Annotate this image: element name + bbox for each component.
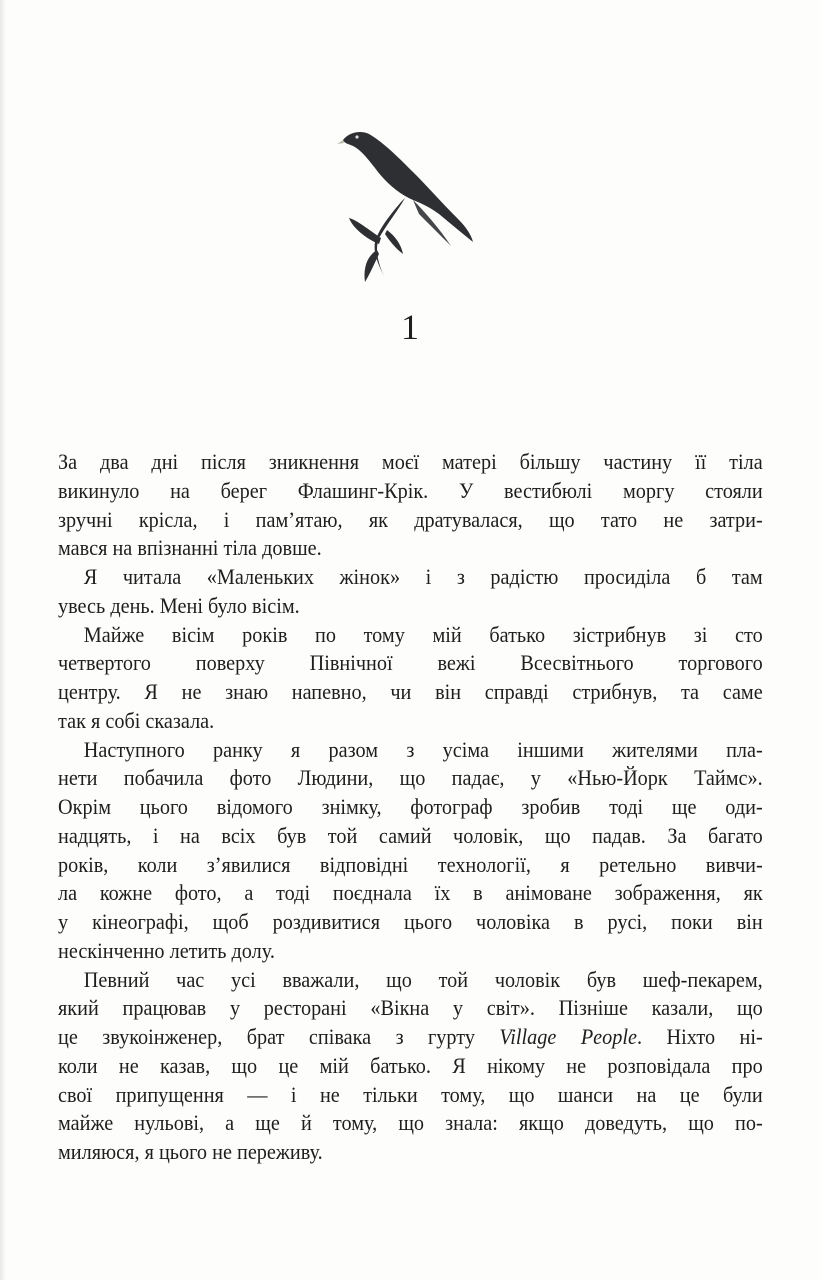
paragraph [58, 621, 763, 736]
bird-on-branch-illustration [335, 120, 480, 290]
text-line: Наступного ранку я разом з усіма іншими жителями пла- [83, 736, 763, 762]
text-line: Я читала «Маленьких жінок» і з радістю просиділа б там [83, 564, 763, 589]
text-segment: це звукоінженер, брат співака з гурту [58, 1024, 500, 1049]
text-line: четвертого поверху Північної вежі Всесвітнього торгового [58, 650, 763, 676]
text-line: увесь день. Мені було вісім. [58, 592, 300, 618]
text-line: центру. Я не знаю напевно, чи він справді стрибнув, та саме [58, 679, 763, 704]
text-line: Певний час усі вважали, що той чоловік був шеф-пекарем, [83, 966, 763, 992]
text-line: За два дні після зникнення моєї матері більшу частину її тіла [58, 449, 763, 474]
text-line: ла кожне фото, а тоді поєднала їх в анімоване зображення, як [58, 880, 763, 906]
text-line: років, коли з’явилися відповідні технології, я ретельно вивчи- [58, 851, 763, 877]
text-line [58, 1023, 763, 1052]
text-line: у кінеографі, щоб роздивитися цього чоловіка в русі, поки він [58, 909, 763, 934]
text-line: майже нульові, а ще й тому, що знала: якщо доведуть, що по- [58, 1110, 763, 1136]
text-line: мався на впізнанні тіла довше. [58, 535, 322, 561]
text-line: Майже вісім років по тому мій батько зістрибнув зі сто [83, 621, 763, 647]
text-line: викинуло на берег Флашинг-Крік. У вестибюлі моргу стояли [58, 477, 763, 503]
text-line: зручні крісла, і пам’ятаю, як дратувалася, що тато не затри- [58, 506, 763, 532]
italic-band-name: Village People [499, 1024, 638, 1049]
text-line: нескінченно летить долу. [58, 937, 275, 963]
text-line: миляюся, я цього не переживу. [58, 1139, 323, 1164]
text-line: надцять, і на всіх був той самий чоловік, що падав. За багато [58, 822, 763, 848]
paragraph [58, 448, 763, 563]
text-line: який працював у ресторані «Вікна у світ». Пізніше казали, що [58, 995, 763, 1021]
page-edge-shadow [0, 0, 6, 1280]
text-line: Окрім цього відомого знімку, фотограф зробив тоді ще оди- [58, 794, 763, 819]
paragraph [58, 736, 763, 966]
chapter-number: 1 [401, 307, 419, 347]
text-line: коли не казав, що це мій батько. Я нікому не розповідала про [58, 1052, 763, 1078]
text-line: так я собі сказала. [58, 707, 215, 733]
paragraph [58, 966, 763, 1167]
text-line: свої припущення — і не тільки тому, що шанси на це були [58, 1081, 763, 1107]
paragraph [58, 563, 763, 621]
text-line: нети побачила фото Людини, що падає, у «Нью-Йорк Таймс». [58, 765, 763, 791]
text-segment: . Ніхто ні- [637, 1024, 763, 1049]
body-text [58, 448, 763, 1167]
